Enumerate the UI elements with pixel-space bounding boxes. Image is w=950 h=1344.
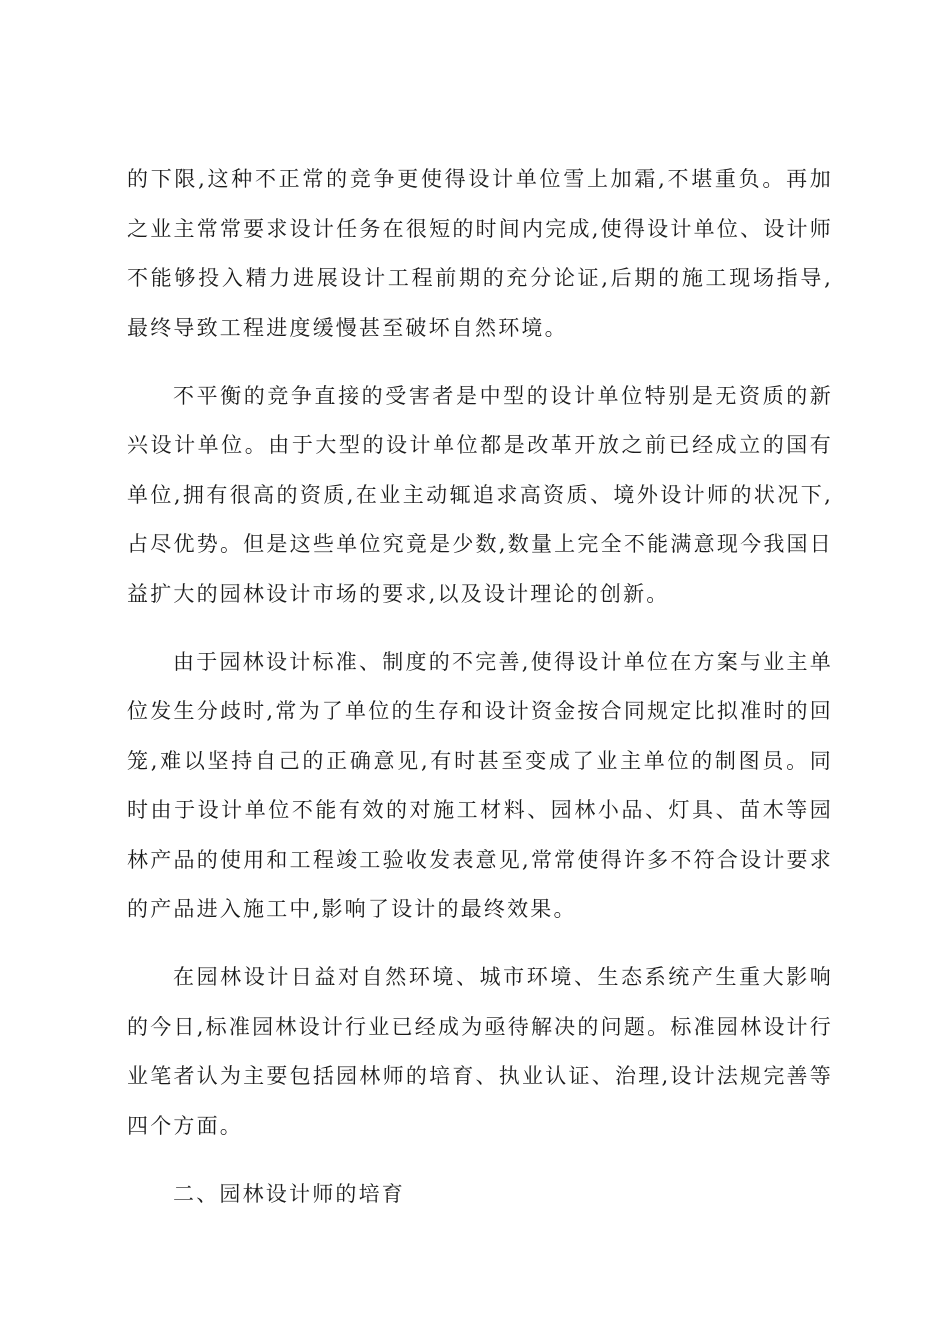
section-heading: 二、园林设计师的培育: [173, 1181, 405, 1206]
document-body: [127, 155, 833, 1219]
paragraph-standards-system: 由于园林设计标准、制度的不完善,使得设计单位在方案与业主单位发生分歧时,常为了单位的生存和设计资金按合同规定比拟准时的回笼,难以坚持自己的正确意见,有时甚至变成了业主单位的制图员。同时由于设计单位不能有效的对施工材料、园林小品、灯具、苗木等园林产品的使用和工程竣工验收发表意见,常常使得许多不符合设计要求的产品进入施工中,影响了设计的最终效果。: [127, 649, 833, 921]
paragraph-industry-standard: 在园林设计日益对自然环境、城市环境、生态系统产生重大影响的今日,标准园林设计行业已经成为亟待解决的问题。标准园林设计行业笔者认为主要包括园林师的培育、执业认证、治理,设计法规完善等四个方面。: [127, 965, 833, 1138]
paragraph-unbalanced-competition: 不平衡的竞争直接的受害者是中型的设计单位特别是无资质的新兴设计单位。由于大型的设计单位都是改革开放之前已经成立的国有单位,拥有很高的资质,在业主动辄追求高资质、境外设计师的状况下,占尽优势。但是这些单位究竟是少数,数量上完全不能满意现今我国日益扩大的园林设计市场的要求,以及设计理论的创新。: [127, 383, 833, 606]
paragraph-continuation: 的下限,这种不正常的竞争更使得设计单位雪上加霜,不堪重负。再加之业主常常要求设计任务在很短的时间内完成,使得设计单位、设计师不能够投入精力进展设计工程前期的充分论证,后期的施工现场指导,最终导致工程进度缓慢甚至破坏自然环境。: [127, 167, 833, 340]
